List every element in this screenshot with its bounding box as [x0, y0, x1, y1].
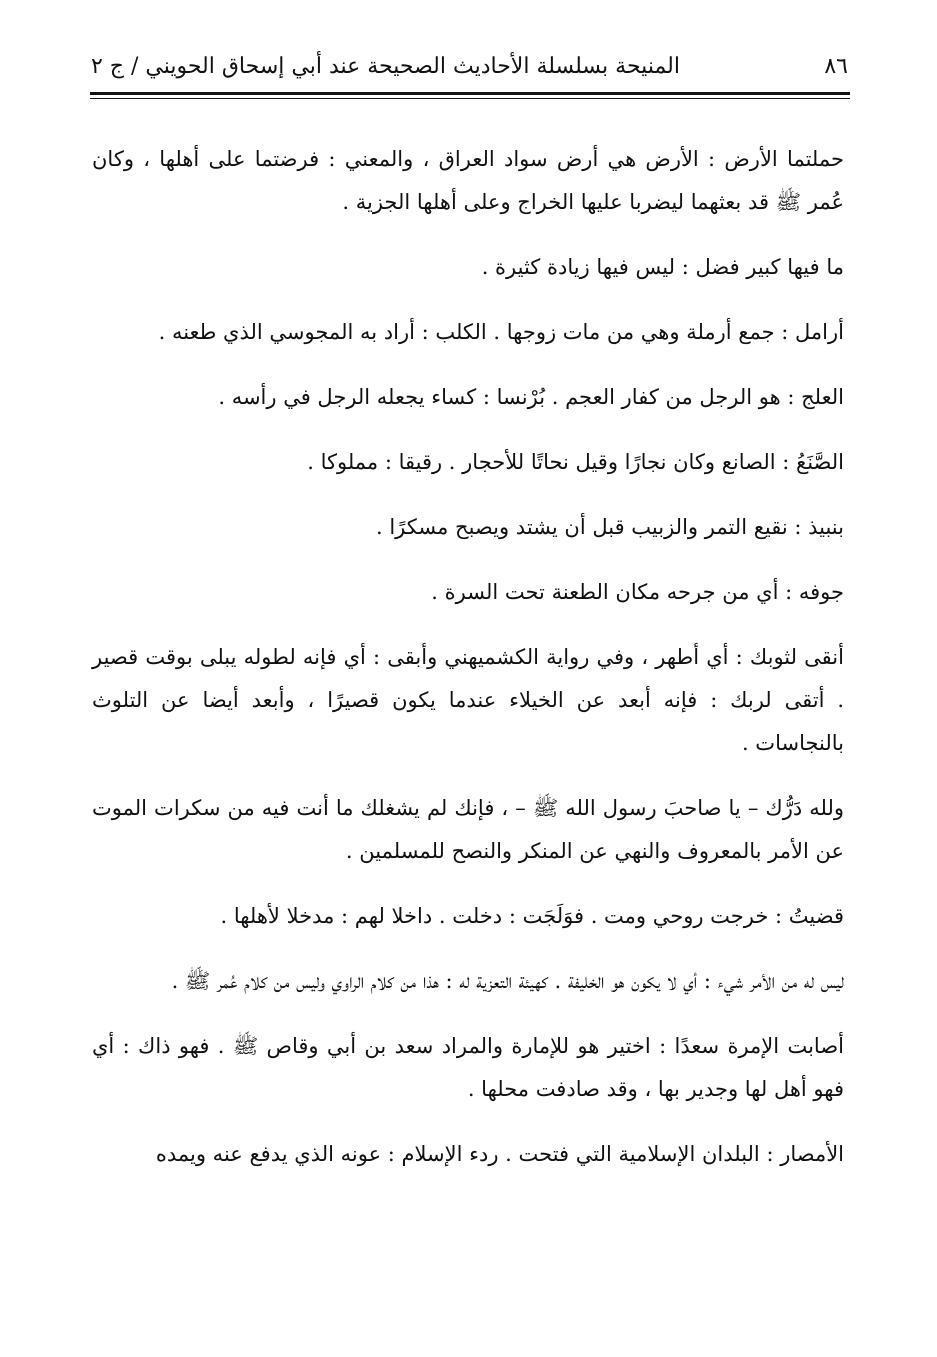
glossary-paragraph: ليس له من الأمر شيء : أي لا يكون هو الخليفة . كهيئة التعزية له : هذا من كلام الراوي وليس من كلام عُمر ﷺ . — [171, 969, 844, 993]
page-body — [92, 138, 844, 1198]
glossary-paragraph: ولله دَرُّك – يا صاحبَ رسول الله ﷺ – ، فإنك لم يشغلك ما أنت فيه من سكرات الموت عن الأمر بالمعروف والنهي عن المنكر والنصح للمسلمين . — [92, 796, 844, 863]
glossary-paragraph: العلج : هو الرجل من كفار العجم . بُرْنسا : كساء يجعله الرجل في رأسه . — [218, 385, 844, 409]
glossary-paragraph: الأمصار : البلدان الإسلامية التي فتحت . ردء الإسلام : عونه الذي يدفع عنه ويمده — [155, 1142, 844, 1166]
glossary-paragraph: أرامل : جمع أرملة وهي من مات زوجها . الكلب : أراد به المجوسي الذي طعنه . — [158, 320, 844, 344]
glossary-paragraph: قضيتُ : خرجت روحي ومت . فوَلَجَت : دخلت . داخلا لهم : مدخلا لأهلها . — [220, 904, 844, 928]
glossary-paragraph: أصابت الإمرة سعدًا : اختير هو للإمارة والمراد سعد بن أبي وقاص ﷺ . فهو ذاك : أي فهو أهل لها وجدير بها ، وقد صادفت محلها . — [92, 1034, 844, 1101]
running-title: المنيحة بسلسلة الأحاديث الصحيحة عند أبي إسحاق الحويني / ج ٢ — [90, 54, 680, 79]
glossary-paragraph: ما فيها كبير فضل : ليس فيها زيادة كثيرة . — [481, 255, 844, 279]
glossary-paragraph: جوفه : أي من جرحه مكان الطعنة تحت السرة . — [431, 580, 844, 604]
glossary-paragraph: أنقى لثوبك : أي أطهر ، وفي رواية الكشميهني وأبقى : أي فإنه لطوله يبلى بوقت قصير . أتقى لربك : فإنه أبعد عن الخيلاء عندما يكون قصيرًا ، وأبعد أيضا عن التلوث بالنجاسات . — [92, 645, 844, 755]
page-number: ٨٦ — [824, 54, 848, 79]
header-rule-thin — [90, 98, 850, 99]
page-header — [90, 48, 848, 88]
glossary-paragraph: بنبيذ : نقيع التمر والزبيب قبل أن يشتد ويصبح مسكرًا . — [376, 515, 844, 539]
header-rule — [90, 92, 850, 95]
glossary-paragraph: الصَّنَعُ : الصانع وكان نجارًا وقيل نحاتًا للأحجار . رقيقا : مملوكا . — [307, 450, 844, 474]
glossary-paragraph: حملتما الأرض : الأرض هي أرض سواد العراق ، والمعني : فرضتما على أهلها ، وكان عُمر ﷺ قد بعثهما ليضربا عليها الخراج وعلى أهلها الجزية . — [92, 147, 844, 214]
